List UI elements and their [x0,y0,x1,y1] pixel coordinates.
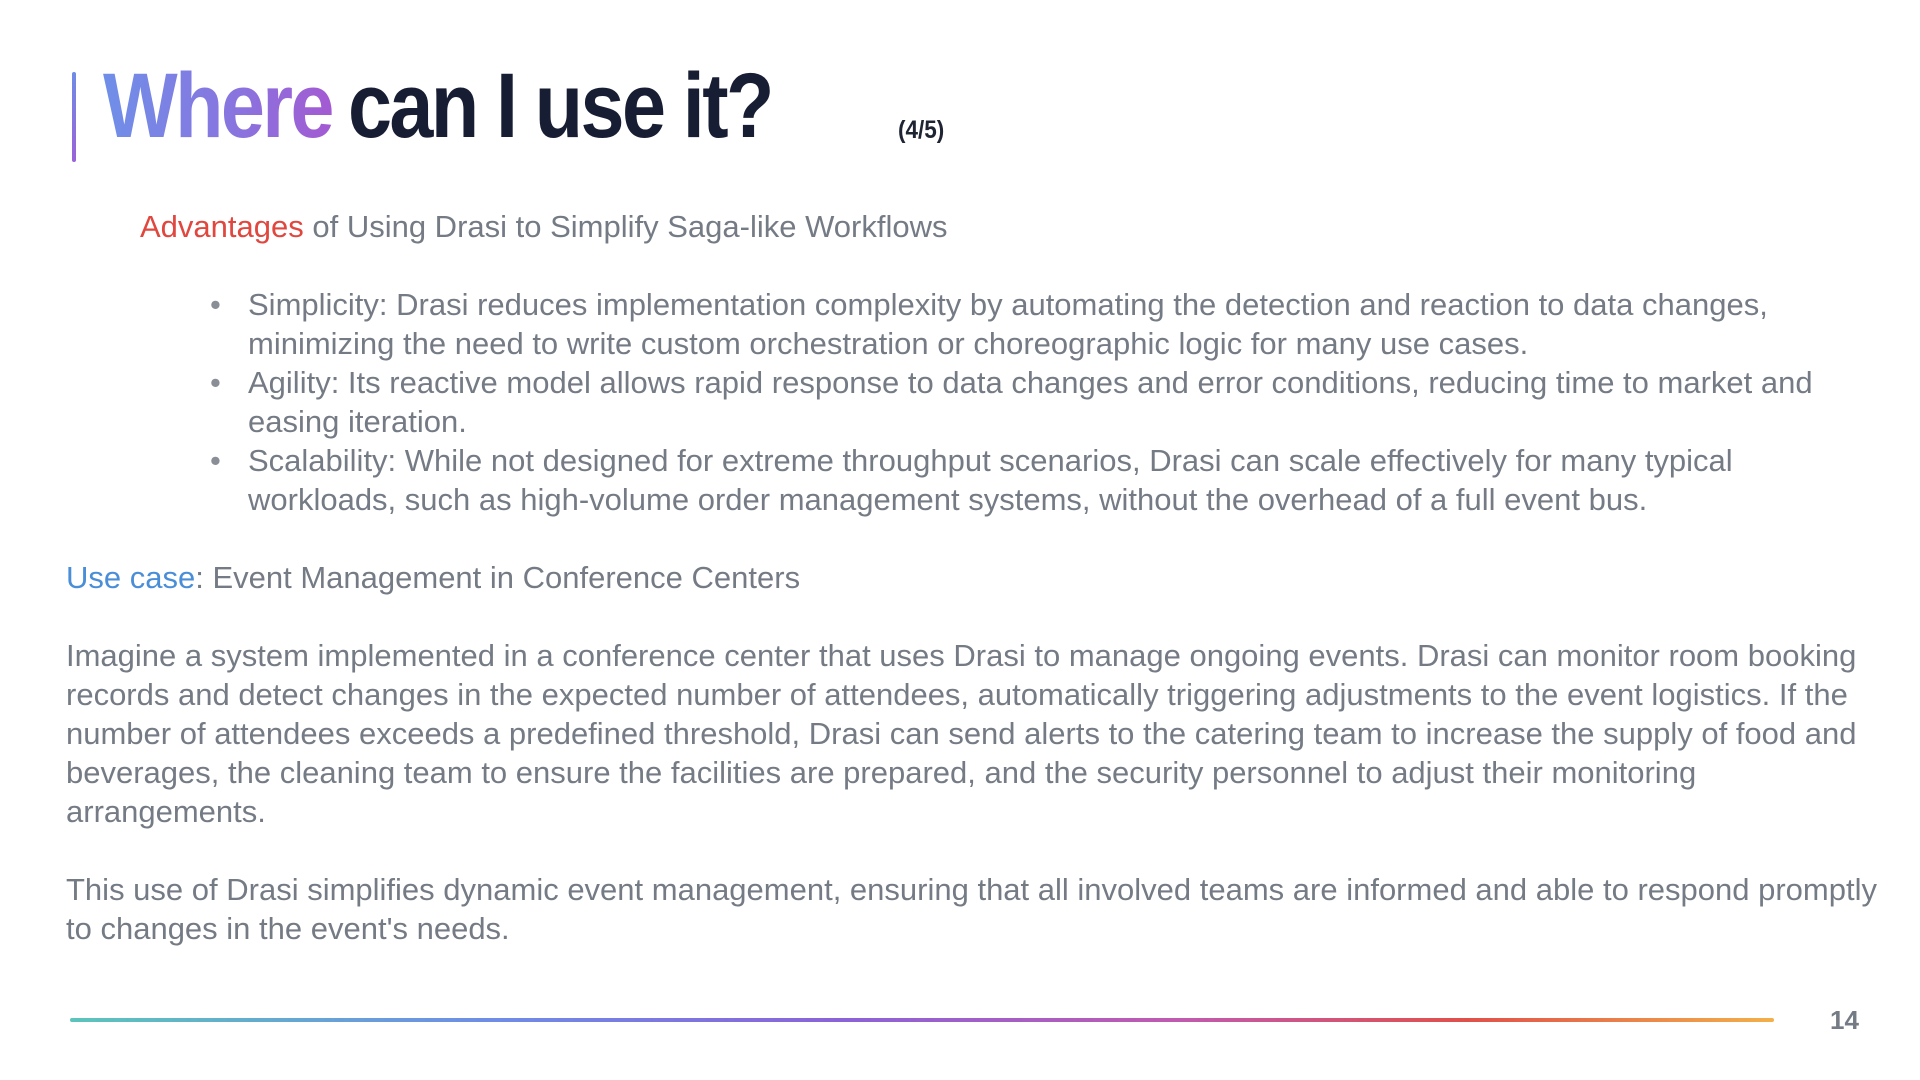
bullet-text: Scalability: While not designed for extreme throughput scenarios, Drasi can scale effectively for many typical workloads, such as high-volume order management systems, without the overhead of a full event bus. [248,443,1733,517]
title-highlight-word: Where [103,55,332,157]
use-case-title: : Event Management in Conference Centers [195,560,801,595]
footer-gradient-line [70,1018,1774,1022]
title-accent-bar [72,72,76,162]
list-item [210,363,1860,441]
bullet-icon: • [210,443,221,478]
use-case-heading [66,558,800,597]
section-subtitle [140,207,947,246]
title-rest: can I use it? [348,55,772,157]
page-number: 14 [1830,1005,1859,1035]
bullet-text: Simplicity: Drasi reduces implementation complexity by automating the detection and reaction to data changes, minimizing the need to write custom orchestration or choreographic logic for many use cases. [248,287,1768,361]
bullet-icon: • [210,365,221,400]
use-case-summary: This use of Drasi simplifies dynamic event management, ensuring that all involved teams are informed and able to respond promptly to changes in the event's needs. [66,872,1877,946]
subtitle-highlight: Advantages [140,209,304,244]
list-item [210,441,1860,519]
use-case-label: Use case [66,560,196,595]
use-case-description: Imagine a system implemented in a conference center that uses Drasi to manage ongoing events. Drasi can monitor room booking records and detect changes in the expected number of attendees, automatically triggering adjustments to the event logistics. If the number of attendees exceeds a predefined threshold, Drasi can send alerts to the catering team to increase the supply of food and beverages, the cleaning team to ensure the facilities are prepared, and the security personnel to adjust their monitoring arrangements. [66,638,1857,829]
list-item [210,285,1860,363]
bullet-icon: • [210,287,221,322]
title-counter: (4/5) [898,116,945,144]
page-title [103,55,945,157]
subtitle-rest: of Using Drasi to Simplify Saga-like Workflows [303,209,948,244]
bullet-text: Agility: Its reactive model allows rapid response to data changes and error conditions, reducing time to market and easing iteration. [248,365,1813,439]
advantages-list [210,285,1860,519]
